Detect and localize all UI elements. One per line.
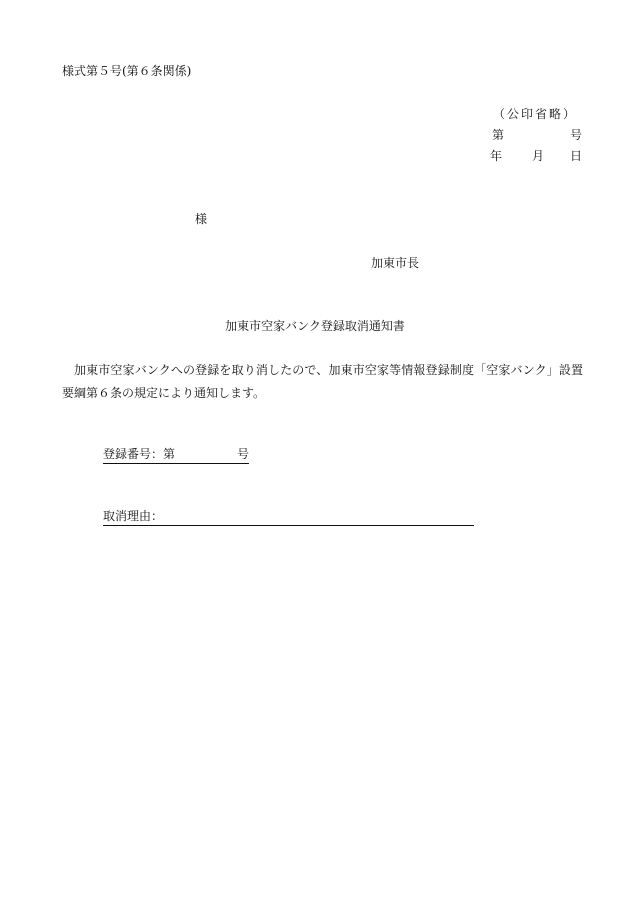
cancellation-reason-label: 取消理由： (103, 509, 164, 523)
document-title: 加東市空家バンク登録取消通知書 (225, 319, 405, 333)
document-body: 加東市空家バンクへの登録を取り消したので、加東市空家等情報登録制度「空家バンク」設置要綱第６条の規定により通知します。 (62, 363, 583, 400)
date-row (490, 148, 582, 164)
cancellation-reason-field (103, 508, 474, 526)
document-number-row (492, 127, 582, 143)
form-number: 様式第５号(第６条関係) (62, 64, 192, 78)
issuer-title: 加東市長 (371, 256, 420, 270)
seal-omitted-note: （公印省略） (493, 107, 578, 121)
registration-number-suffix: 号 (236, 447, 249, 461)
date-month-label: 月 (532, 149, 545, 163)
date-year-label: 年 (490, 149, 503, 163)
registration-number-field (103, 446, 249, 464)
document-number-suffix: 号 (569, 128, 582, 142)
registration-number-label: 登録番号：第 (103, 447, 176, 461)
addressee-honorific: 様 (195, 212, 208, 226)
document-number-prefix: 第 (492, 128, 505, 142)
date-day-label: 日 (569, 149, 582, 163)
